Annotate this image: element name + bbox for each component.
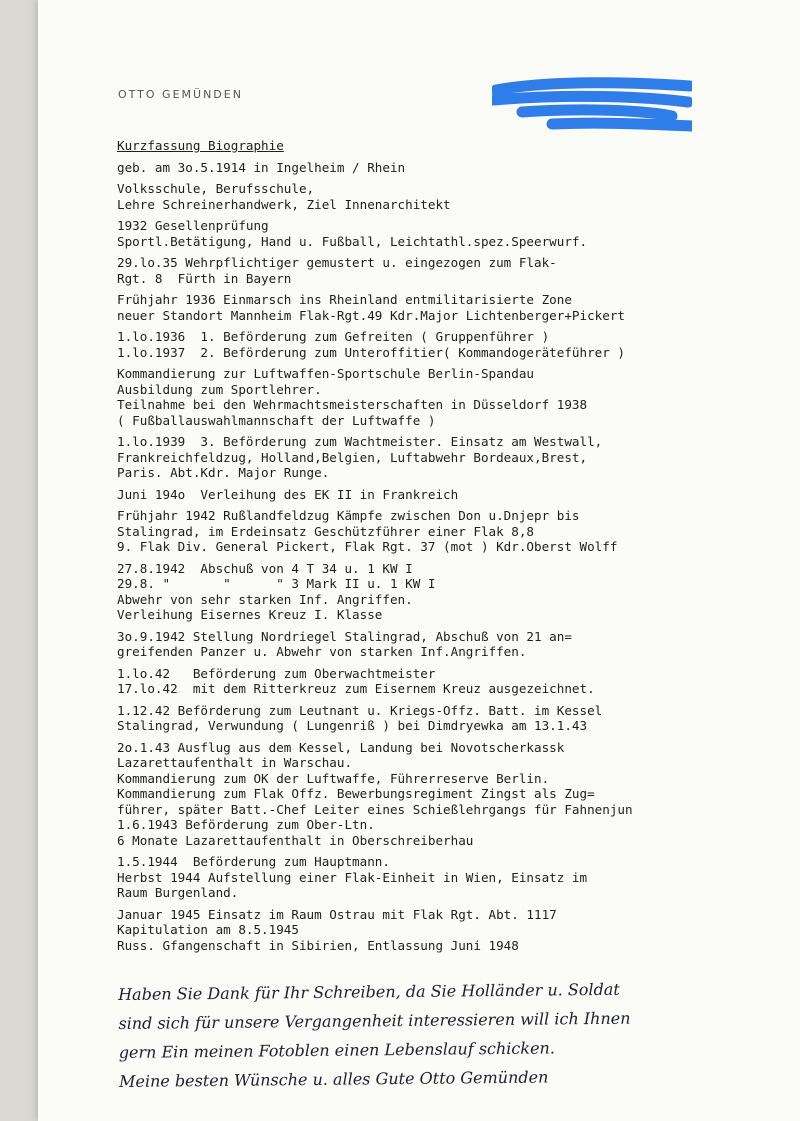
typed-line: Kommandierung zum Flak Offz. Bewerbungsregiment Zingst als Zug=: [117, 786, 595, 801]
typed-line: Kommandierung zum OK der Luftwaffe, Führerreserve Berlin.: [117, 770, 550, 786]
biography-paragraph: [117, 854, 777, 901]
typed-line: 29.8. " " " 3 Mark II u. 1 KW I: [117, 576, 436, 591]
typed-line: 1.12.42 Beförderung zum Leutnant u. Kriegs-Offz. Batt. im Kessel: [117, 702, 603, 718]
typed-line: Frankreichfeldzug, Holland,Belgien, Luftabwehr Bordeaux,Brest,: [117, 449, 588, 465]
biography-paragraph: [117, 629, 777, 660]
typed-line: Raum Burgenland.: [117, 885, 239, 900]
typed-line: greifenden Panzer u. Abwehr von starken Inf.Angriffen.: [117, 644, 527, 659]
typed-line: ( Fußballauswahlmannschaft der Luftwaffe ): [117, 412, 436, 428]
typed-line: Frühjahr 1942 Rußlandfeldzug Kämpfe zwischen Don u.Dnjepr bis: [117, 508, 580, 523]
typed-line: Paris. Abt.Kdr. Major Runge.: [117, 465, 330, 480]
typed-line: Rgt. 8 Fürth in Bayern: [117, 270, 292, 286]
typed-line: 1.lo.1939 3. Beförderung zum Wachtmeister. Einsatz am Westwall,: [117, 434, 603, 449]
biography-paragraphs: [117, 160, 777, 954]
typed-line: 6 Monate Lazarettaufenthalt in Oberschreiberhau: [117, 832, 474, 848]
typed-line: Stalingrad, Verwundung ( Lungenriß ) bei Dimdryewka am 13.1.43: [117, 718, 588, 733]
typed-line: 1.6.1943 Beförderung zum Ober-Ltn.: [117, 817, 375, 832]
typed-line: Juni 194o Verleihung des EK II in Frankreich: [117, 486, 459, 502]
typed-line: Januar 1945 Einsatz im Raum Ostrau mit Flak Rgt. Abt. 1117: [117, 906, 557, 922]
redaction-scribble: [492, 72, 692, 142]
biography-paragraph: [117, 561, 777, 623]
handwritten-line: sind sich für unsere Vergangenheit interessieren will ich Ihnen: [118, 1008, 631, 1033]
typed-line: 9. Flak Div. General Pickert, Flak Rgt. 37 (mot ) Kdr.Oberst Wolff: [117, 539, 618, 554]
typed-line: Ausbildung zum Sportlehrer.: [117, 381, 322, 397]
typed-line: 2o.1.43 Ausflug aus dem Kessel, Landung bei Novotscherkassk: [117, 739, 565, 755]
biography-heading: Kurzfassung Biographie: [117, 138, 284, 153]
typed-line: Lazarettaufenthalt in Warschau.: [117, 755, 353, 770]
biography-paragraph: [117, 160, 777, 176]
biography-paragraph: [117, 740, 777, 849]
typed-line: Teilnahme bei den Wehrmachtsmeisterschaften in Düsseldorf 1938: [117, 397, 588, 412]
biography-paragraph: [117, 666, 777, 697]
biography-paragraph: [117, 181, 777, 212]
biography-paragraph: [117, 292, 777, 323]
typed-line: Kapitulation am 8.5.1945: [117, 922, 299, 937]
typed-line: 29.lo.35 Wehrpflichtiger gemustert u. eingezogen zum Flak-: [117, 255, 557, 270]
biography-paragraph: [117, 907, 777, 954]
typed-line: Sportl.Betätigung, Hand u. Fußball, Leichtathl.spez.Speerwurf.: [117, 233, 588, 249]
typed-line: neuer Standort Mannheim Flak-Rgt.49 Kdr.Major Lichtenberger+Pickert: [117, 307, 625, 323]
typed-line: 1.lo.1936 1. Beförderung zum Gefreiten ( Gruppenführer ): [117, 329, 550, 344]
typed-line: führer, später Batt.-Chef Leiter eines Schießlehrgangs für Fahnenjun: [117, 801, 633, 817]
typed-line: Volksschule, Berufsschule,: [117, 181, 315, 196]
typed-line: 27.8.1942 Abschuß von 4 T 34 u. 1 KW I: [117, 560, 413, 576]
typed-line: 17.lo.42 mit dem Ritterkreuz zum Eisernem Kreuz ausgezeichnet.: [117, 681, 595, 696]
biography-paragraph: [117, 434, 777, 481]
handwritten-line: gern Ein meinen Fotoblen einen Lebenslauf schicken.: [118, 1038, 555, 1062]
typed-line: Verleihung Eisernes Kreuz I. Klasse: [117, 607, 383, 622]
biography-paragraph: [117, 508, 777, 555]
typed-line: 3o.9.1942 Stellung Nordriegel Stalingrad, Abschuß von 21 an=: [117, 628, 572, 644]
typed-line: 1.lo.1937 2. Beförderung zum Unteroffitier( Kommandogeräteführer ): [117, 344, 625, 360]
biography-paragraph: [117, 218, 777, 249]
biography-paragraph: [117, 329, 777, 360]
typed-line: Herbst 1944 Aufstellung einer Flak-Einheit in Wien, Einsatz im: [117, 869, 588, 885]
handwritten-line: Haben Sie Dank für Ihr Schreiben, da Sie Holländer u. Soldat: [118, 979, 620, 1004]
typed-line: 1932 Gesellenprüfung: [117, 218, 269, 233]
typed-line: Stalingrad, im Erdeinsatz Geschützführer einer Flak 8,8: [117, 523, 535, 539]
typed-line: 1.5.1944 Beförderung zum Hauptmann.: [117, 854, 390, 869]
handwritten-note: [118, 973, 769, 1096]
typed-line: geb. am 3o.5.1914 in Ingelheim / Rhein: [117, 159, 406, 175]
typed-line: Russ. Gfangenschaft in Sibirien, Entlassung Juni 1948: [117, 937, 519, 953]
typed-line: Frühjahr 1936 Einmarsch ins Rheinland entmilitarisierte Zone: [117, 292, 572, 307]
biography-text: [117, 138, 777, 959]
biography-paragraph: [117, 366, 777, 428]
biography-paragraph: [117, 703, 777, 734]
handwritten-line: Meine besten Wünsche u. alles Gute Otto Gemünden: [118, 1067, 549, 1091]
biography-paragraph: [117, 487, 777, 503]
typed-line: Kommandierung zur Luftwaffen-Sportschule Berlin-Spandau: [117, 366, 535, 381]
letterhead-name: OTTO GEMÜNDEN: [118, 88, 243, 101]
typed-line: 1.lo.42 Beförderung zum Oberwachtmeister: [117, 665, 436, 681]
typed-line: Abwehr von sehr starken Inf. Angriffen.: [117, 591, 413, 607]
biography-paragraph: [117, 255, 777, 286]
typed-line: Lehre Schreinerhandwerk, Ziel Innenarchitekt: [117, 196, 451, 212]
